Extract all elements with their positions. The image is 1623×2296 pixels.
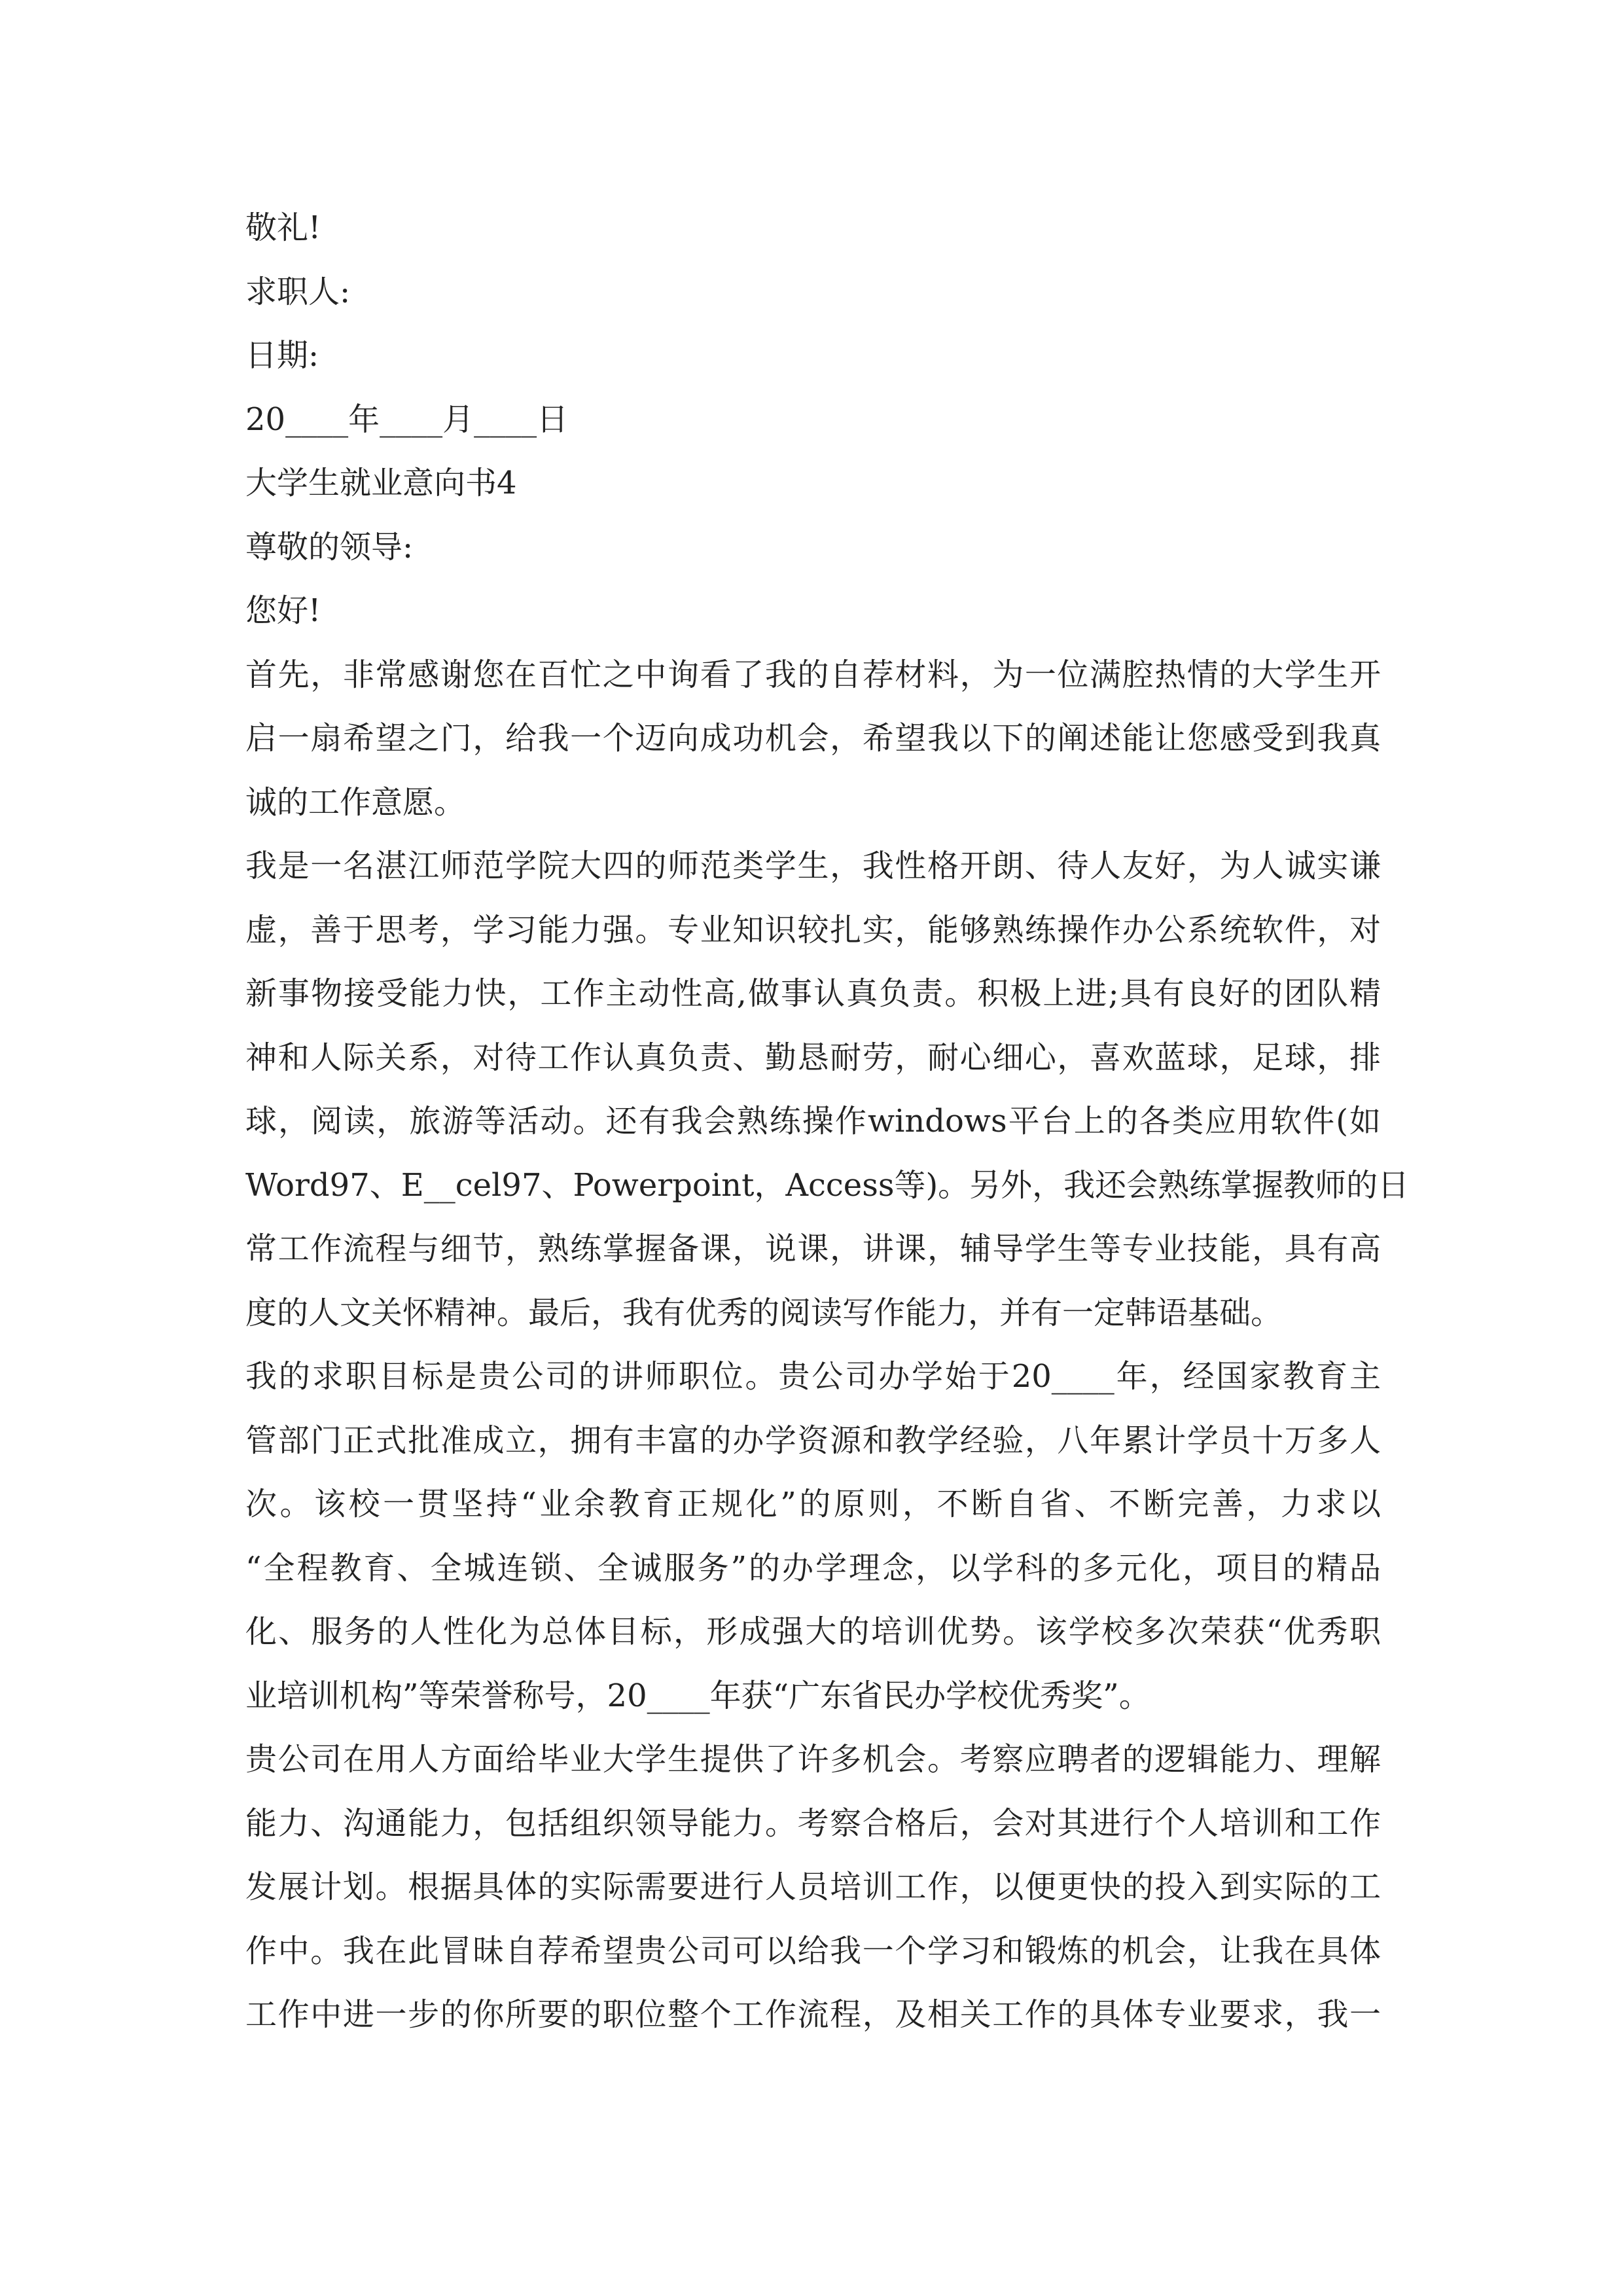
greeting: 您好!	[245, 592, 321, 629]
paragraph-line: 球，阅读，旅游等活动。还有我会熟练操作windows平台上的各类应用软件(如	[245, 1103, 1381, 1139]
paragraph-line: 能力、沟通能力，包括组织领导能力。考察合格后，会对其进行个人培训和工作	[245, 1804, 1381, 1842]
paragraph-line: 常工作流程与细节，熟练掌握备课，说课，讲课，辅导学生等专业技能，具有高	[245, 1230, 1381, 1267]
paragraph-company-opportunity	[245, 1728, 1381, 2047]
paragraph-line: 作中。我在此冒昧自荐希望贵公司可以给我一个学习和锻炼的机会，让我在具体	[245, 1932, 1381, 1969]
salutation: 尊敬的领导:	[245, 528, 414, 565]
paragraph-line: Word97、E__cel97、Powerpoint，Access等)。另外，我还会熟练掌握教师的日	[245, 1166, 1410, 1204]
closing-line: 敬礼!	[245, 209, 321, 246]
paragraph-line: 新事物接受能力快，工作主动性高,做事认真负责。积极上进;具有良好的团队精	[245, 975, 1381, 1012]
paragraph-line: 度的人文关怀精神。最后，我有优秀的阅读写作能力，并有一定韩语基础。	[245, 1294, 1283, 1331]
paragraph-line: 工作中进一步的你所要的职位整个工作流程，及相关工作的具体专业要求，我一	[245, 1996, 1381, 2033]
section-title: 大学生就业意向书4	[245, 465, 517, 501]
paragraph-line: 次。该校一贯坚持“业余教育正规化”的原则，不断自省、不断完善，力求以	[245, 1486, 1381, 1522]
paragraph-line: 管部门正式批准成立，拥有丰富的办学资源和教学经验，八年累计学员十万多人	[245, 1422, 1381, 1459]
paragraph-line: 我的求职目标是贵公司的讲师职位。贵公司办学始于20____年，经国家教育主	[245, 1358, 1381, 1395]
paragraph-intro	[245, 643, 1381, 835]
paragraph-line: 神和人际关系，对待工作认真负责、勤恳耐劳，耐心细心，喜欢蓝球，足球，排	[245, 1039, 1381, 1076]
paragraph-line: 我是一名湛江师范学院大四的师范类学生，我性格开朗、待人友好，为人诚实谦	[245, 848, 1381, 884]
paragraph-line: 启一扇希望之门，给我一个迈向成功机会，希望我以下的阐述能让您感受到我真	[245, 720, 1381, 757]
paragraph-line: 业培训机构”等荣誉称号，20____年获“广东省民办学校优秀奖”。	[245, 1677, 1150, 1714]
date-line: 20____年____月____日	[245, 401, 569, 438]
applicant-line: 求职人:	[245, 273, 351, 310]
paragraph-line: 发展计划。根据具体的实际需要进行人员培训工作，以便更快的投入到实际的工	[245, 1869, 1381, 1905]
paragraph-line: 化、服务的人性化为总体目标，形成强大的培训优势。该学校多次荣获“优秀职	[245, 1613, 1381, 1650]
document-body	[245, 196, 1410, 2047]
paragraph-line: 首先，非常感谢您在百忙之中询看了我的自荐材料，为一位满腔热情的大学生开	[245, 656, 1381, 693]
paragraph-self-description	[245, 834, 1410, 1345]
paragraph-line: “全程教育、全城连锁、全诚服务”的办学理念，以学科的多元化，项目的精品	[245, 1549, 1381, 1587]
paragraph-line: 诚的工作意愿。	[245, 783, 466, 821]
paragraph-career-goal	[245, 1345, 1381, 1728]
paragraph-line: 贵公司在用人方面给毕业大学生提供了许多机会。考察应聘者的逻辑能力、理解	[245, 1741, 1381, 1778]
date-label: 日期:	[245, 337, 319, 374]
paragraph-line: 虚，善于思考，学习能力强。专业知识较扎实，能够熟练操作办公系统软件，对	[245, 911, 1381, 948]
